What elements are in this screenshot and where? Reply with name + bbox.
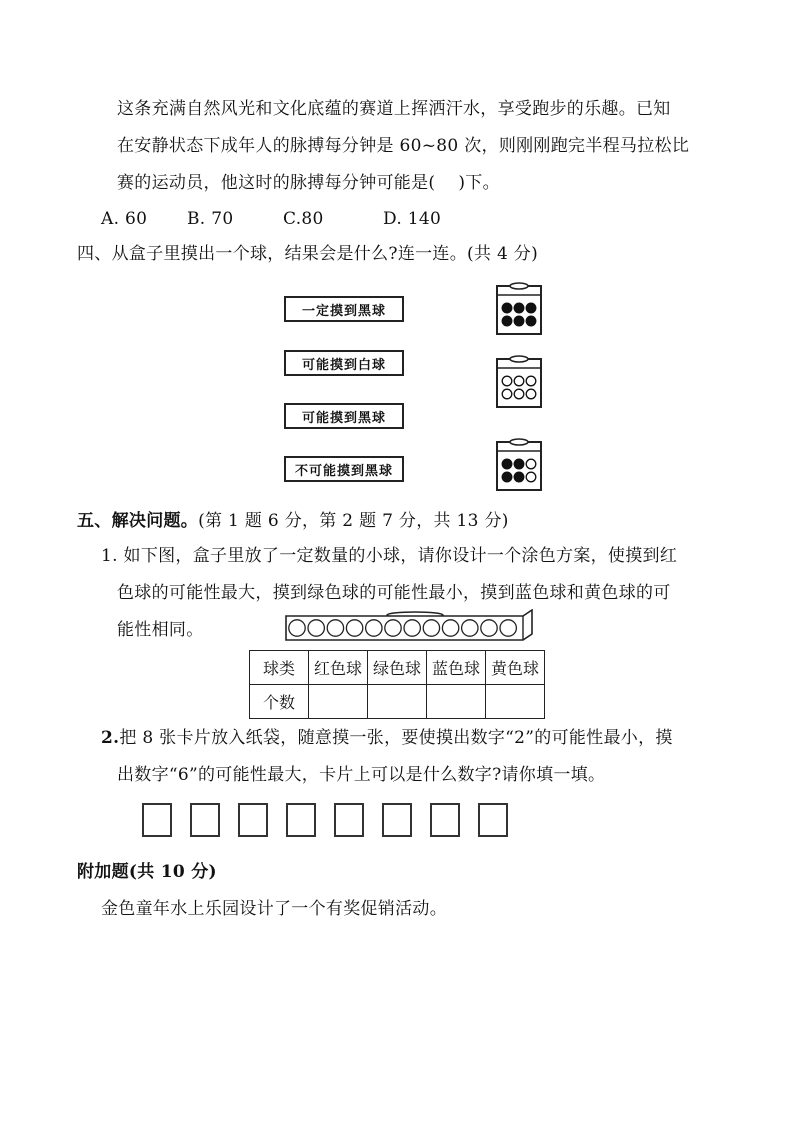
tube-ball — [385, 620, 401, 636]
table-header-cell: 球类 — [250, 651, 309, 685]
white-ball — [514, 376, 524, 386]
black-ball — [502, 316, 512, 326]
box-opening — [510, 439, 528, 445]
number-card[interactable] — [478, 803, 508, 837]
number-card[interactable] — [190, 803, 220, 837]
ball-boxes — [490, 278, 550, 493]
option-b: B. 70 — [187, 209, 234, 229]
tube-ball — [366, 620, 382, 636]
number-card[interactable] — [430, 803, 460, 837]
white-ball — [502, 376, 512, 386]
number-card[interactable] — [334, 803, 364, 837]
count-cell-blue[interactable] — [427, 685, 486, 719]
tube-ball — [327, 620, 343, 636]
ball-tube — [283, 609, 535, 643]
tube-ball — [442, 620, 458, 636]
black-ball — [526, 316, 536, 326]
number-card[interactable] — [286, 803, 316, 837]
table-row-label: 个数 — [250, 685, 309, 719]
q2-line-1-text: 把 8 张卡片放入纸袋，随意摸一张，要使摸出数字“2”的可能性最小，摸 — [119, 728, 673, 748]
white-ball — [526, 459, 536, 469]
label-possible-black: 可能摸到黑球 — [284, 403, 404, 429]
count-cell-yellow[interactable] — [486, 685, 545, 719]
q1-line-1: 1. 如下图，盒子里放了一定数量的小球，请你设计一个涂色方案，使摸到红 — [101, 546, 678, 566]
q2-line-2: 出数字“6”的可能性最大，卡片上可以是什么数字?请你填一填。 — [117, 765, 606, 785]
label-certain-black: 一定摸到黑球 — [284, 296, 404, 322]
tube-ball — [289, 620, 305, 636]
table-header-cell: 红色球 — [309, 651, 368, 685]
white-ball — [514, 389, 524, 399]
white-ball — [526, 472, 536, 482]
box-opening — [510, 283, 528, 289]
number-card[interactable] — [142, 803, 172, 837]
q2-number: 2. — [101, 728, 120, 748]
count-cell-red[interactable] — [309, 685, 368, 719]
label-possible-white: 可能摸到白球 — [284, 350, 404, 376]
section-5-title-rest: (第 1 题 6 分，第 2 题 7 分，共 13 分) — [198, 511, 509, 531]
box-all-black — [497, 283, 541, 334]
q1-line-2: 色球的可能性最大，摸到绿色球的可能性最小，摸到蓝色球和黄色球的可 — [117, 583, 671, 603]
table-row — [250, 685, 545, 719]
table-row — [250, 651, 545, 685]
black-ball — [514, 459, 524, 469]
option-a: A. 60 — [101, 209, 148, 229]
intro-line-1: 这条充满自然风光和文化底蕴的赛道上挥洒汗水，享受跑步的乐趣。已知 — [117, 99, 671, 119]
section-5-title-bold: 五、解决问题。 — [77, 511, 199, 531]
section-5-title — [77, 510, 509, 532]
white-ball — [502, 389, 512, 399]
tube-ball — [500, 620, 516, 636]
tube-ball — [423, 620, 439, 636]
tube-ball — [462, 620, 478, 636]
intro-line-2: 在安静状态下成年人的脉搏每分钟是 60~80 次，则刚刚跑完半程马拉松比 — [117, 136, 690, 156]
table-header-cell: 绿色球 — [368, 651, 427, 685]
option-d: D. 140 — [383, 209, 442, 229]
number-card[interactable] — [238, 803, 268, 837]
option-c: C.80 — [283, 209, 324, 229]
tube-ball — [404, 620, 420, 636]
black-ball — [514, 316, 524, 326]
white-ball — [526, 389, 536, 399]
intro-line-3: 赛的运动员，他这时的脉搏每分钟可能是( )下。 — [117, 173, 500, 193]
q2-line-1 — [101, 727, 673, 749]
q1-line-3: 能性相同。 — [117, 620, 204, 640]
label-impossible-black: 不可能摸到黑球 — [284, 456, 404, 482]
black-ball — [502, 459, 512, 469]
black-ball — [514, 472, 524, 482]
ball-count-table — [249, 650, 545, 719]
tube-ball — [346, 620, 362, 636]
number-card[interactable] — [382, 803, 412, 837]
count-cell-green[interactable] — [368, 685, 427, 719]
black-ball — [502, 303, 512, 313]
box-mixed — [497, 439, 541, 490]
box-all-white — [497, 356, 541, 407]
table-header-cell: 蓝色球 — [427, 651, 486, 685]
extra-title: 附加题(共 10 分) — [77, 862, 217, 882]
tube-ball — [308, 620, 324, 636]
section-4-title: 四、从盒子里摸出一个球，结果会是什么?连一连。(共 4 分) — [77, 244, 539, 264]
extra-line-1: 金色童年水上乐园设计了一个有奖促销活动。 — [101, 899, 447, 919]
table-header-cell: 黄色球 — [486, 651, 545, 685]
black-ball — [502, 472, 512, 482]
black-ball — [514, 303, 524, 313]
white-ball — [526, 376, 536, 386]
black-ball — [526, 303, 536, 313]
tube-ball — [481, 620, 497, 636]
box-opening — [510, 356, 528, 362]
